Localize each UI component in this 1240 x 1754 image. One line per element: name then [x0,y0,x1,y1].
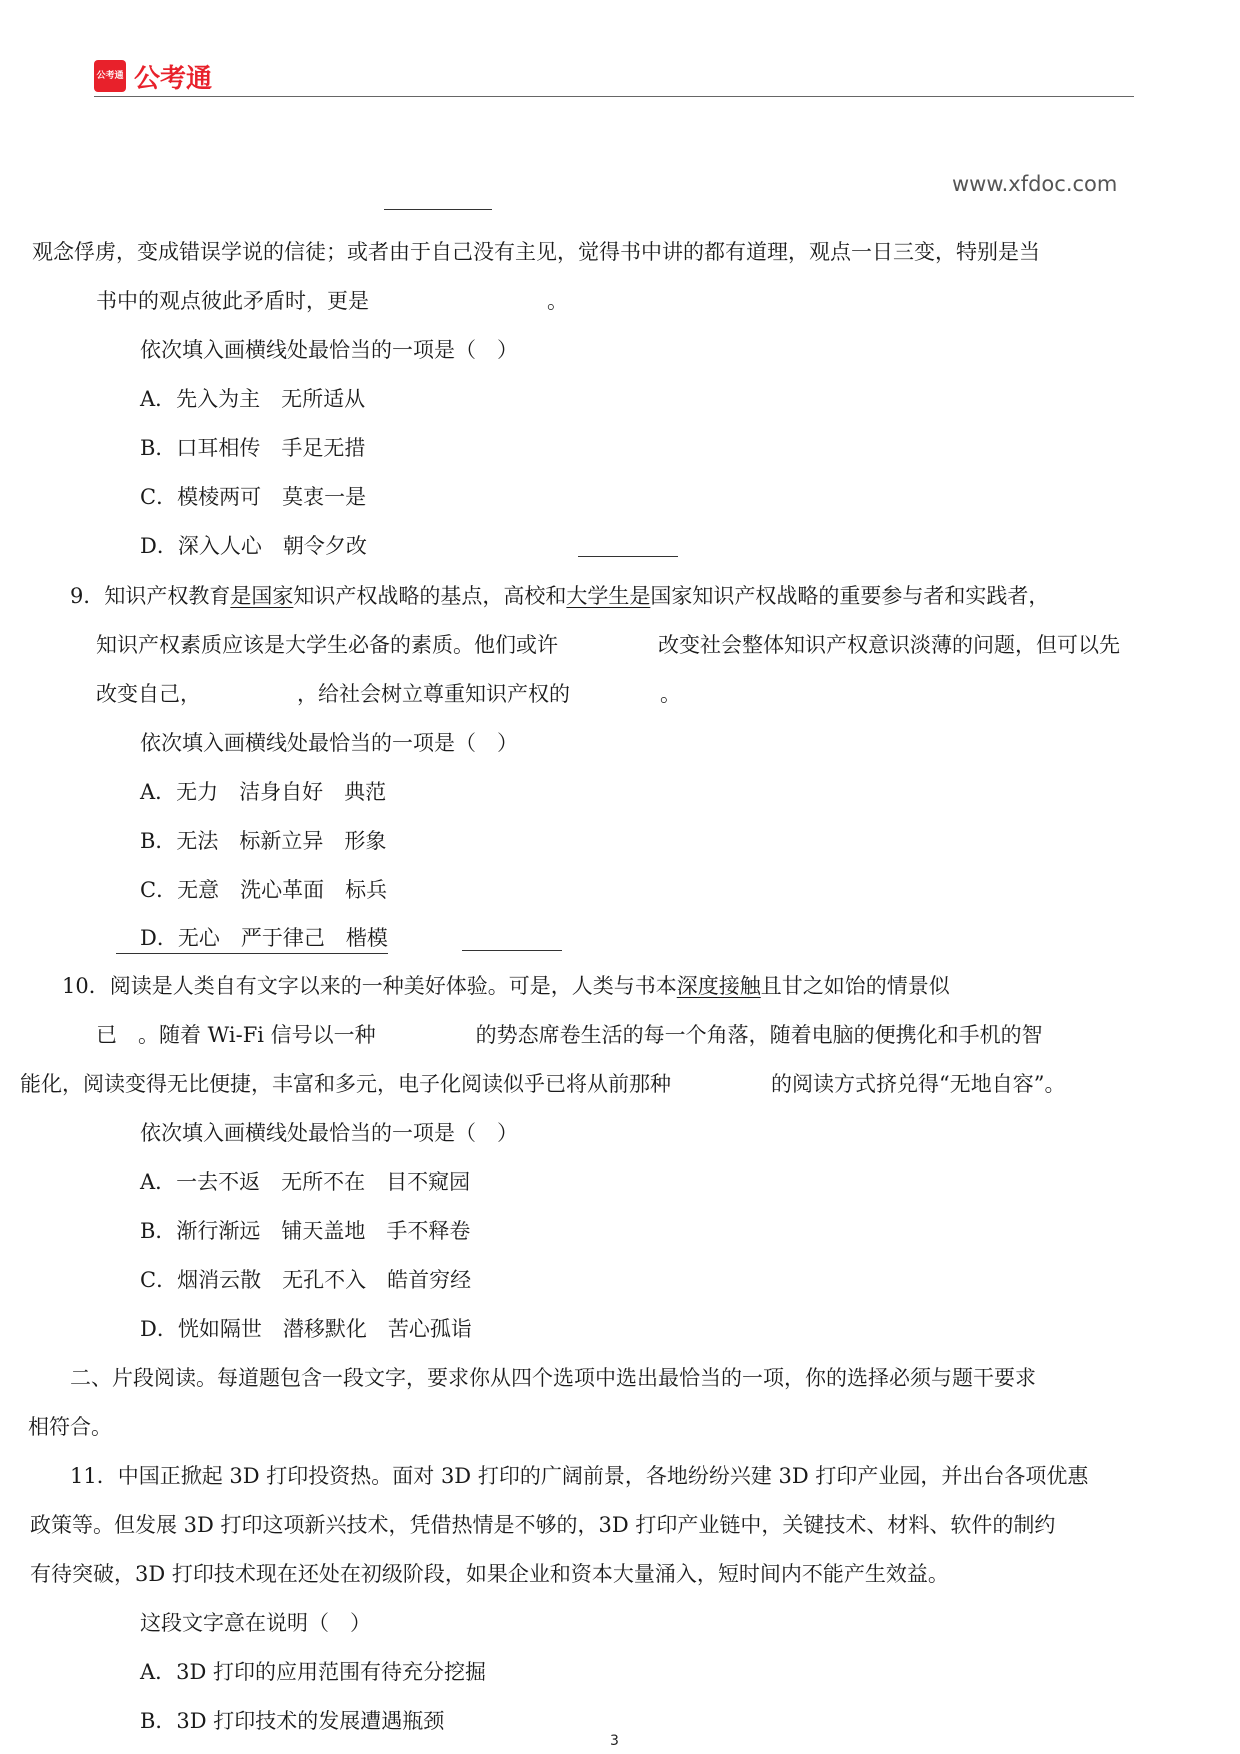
q11-line2: 政策等。但发展 3D 打印这项新兴技术，凭借热情是不够的，3D 打印产业链中，关键技术、材料、软件的制约 [30,1513,1056,1537]
q9-text: 知识产权战略的基点，高校和 [293,584,567,608]
q8-option-a: A．先入为主 无所适从 [140,387,366,411]
q10-underlined: 深度接触 [676,974,761,998]
q11-option-b: B．3D 打印技术的发展遭遇瓶颈 [140,1709,445,1733]
rule-line [578,556,678,557]
q10-line3 [20,1068,1065,1098]
q10-option-d: D．恍如隔世 潜移默化 苦心孤诣 [140,1317,472,1341]
q8-prompt: 依次填入画横线处最恰当的一项是（ ） [140,338,518,362]
q9-text: 知识产权素质应该是大学生必备的素质。他们或许 [96,633,558,657]
q9-line2 [96,629,1120,659]
logo-text: 公考通 [134,64,213,94]
q8-line1: 观念俘虏，变成错误学说的信徒；或者由于自己没有主见，觉得书中讲的都有道理，观点一日三变，特别是当 [32,240,1040,264]
q10-text: 的阅读方式挤兑得“无地自容”。 [771,1072,1066,1096]
q11-line3: 有待突破，3D 打印技术现在还处在初级阶段，如果企业和资本大量涌入，短时间内不能产生效益。 [30,1562,949,1586]
q9-text: 改变自己， [96,682,201,706]
q10-text: 10．阅读是人类自有文字以来的一种美好体验。可是，人类与书本 [62,974,677,998]
q9-text: 改变社会整体知识产权意识淡薄的问题，但可以先 [658,633,1120,657]
q10-option-a: A．一去不返 无所不在 目不窥园 [140,1170,471,1194]
q8-line2-text: 书中的观点彼此矛盾时，更是 [96,289,369,313]
q9-option-d: D．无心 严于律己 楷模 [116,922,388,954]
q9-prompt: 依次填入画横线处最恰当的一项是（ ） [140,731,518,755]
q9-option-a: A．无力 洁身自好 典范 [140,780,387,804]
q11-option-a: A．3D 打印的应用范围有待充分挖掘 [140,1660,487,1684]
rule-line [462,950,562,951]
section2-line1: 二、片段阅读。每道题包含一段文字，要求你从四个选项中选出最恰当的一项，你的选择必须与题干要求 [70,1366,1036,1390]
q10-prompt: 依次填入画横线处最恰当的一项是（ ） [140,1121,518,1145]
q9-line3 [96,678,681,708]
q10-text: 能化，阅读变得无比便捷，丰富和多元，电子化阅读似乎已将从前那种 [20,1072,671,1096]
logo-badge: 公考通 [94,60,126,92]
q10-text: 的势态席卷生活的每一个角落，随着电脑的便携化和手机的智 [475,1023,1043,1047]
q10-line2 [96,1019,1043,1049]
q9-underlined: 大学生是 [566,584,651,608]
q8-option-d: D．深入人心 朝令夕改 [140,534,367,558]
q8-line2-end: 。 [547,289,568,313]
section2-line2: 相符合。 [28,1415,112,1439]
q9-text: ，给社会树立尊重知识产权的 [297,682,570,706]
rule-line [384,209,492,210]
q10-line1 [62,970,950,1000]
header-divider [94,96,1134,97]
q10-option-b: B．渐行渐远 铺天盖地 手不释卷 [140,1219,471,1243]
q11-line1: 11．中国正掀起 3D 打印投资热。面对 3D 打印的广阔前景，各地纷纷兴建 3D 打印产业园，并出台各项优惠 [70,1464,1089,1488]
q8-line2 [96,285,568,315]
q11-prompt: 这段文字意在说明（ ） [140,1611,371,1635]
watermark: www.xfdoc.com [952,172,1118,196]
q10-text: 已 。随着 Wi-Fi 信号以一种 [96,1023,376,1047]
q10-option-c: C．烟消云散 无孔不入 皓首穷经 [140,1268,472,1292]
q9-line1 [70,580,1049,610]
q9-option-c: C．无意 洗心革面 标兵 [140,878,388,902]
q9-underlined: 是国家 [230,584,294,608]
q8-option-b: B．口耳相传 手足无措 [140,436,366,460]
q9-option-b: B．无法 标新立异 形象 [140,829,387,853]
q9-text: 国家知识产权战略的重要参与者和实践者， [650,584,1050,608]
q9-text: 。 [660,682,681,706]
q8-option-c: C．模棱两可 莫衷一是 [140,485,367,509]
q10-text: 且甘之如饴的情景似 [760,974,950,998]
q9-text: 9．知识产权教育 [70,584,231,608]
page-number: 3 [610,1733,619,1749]
